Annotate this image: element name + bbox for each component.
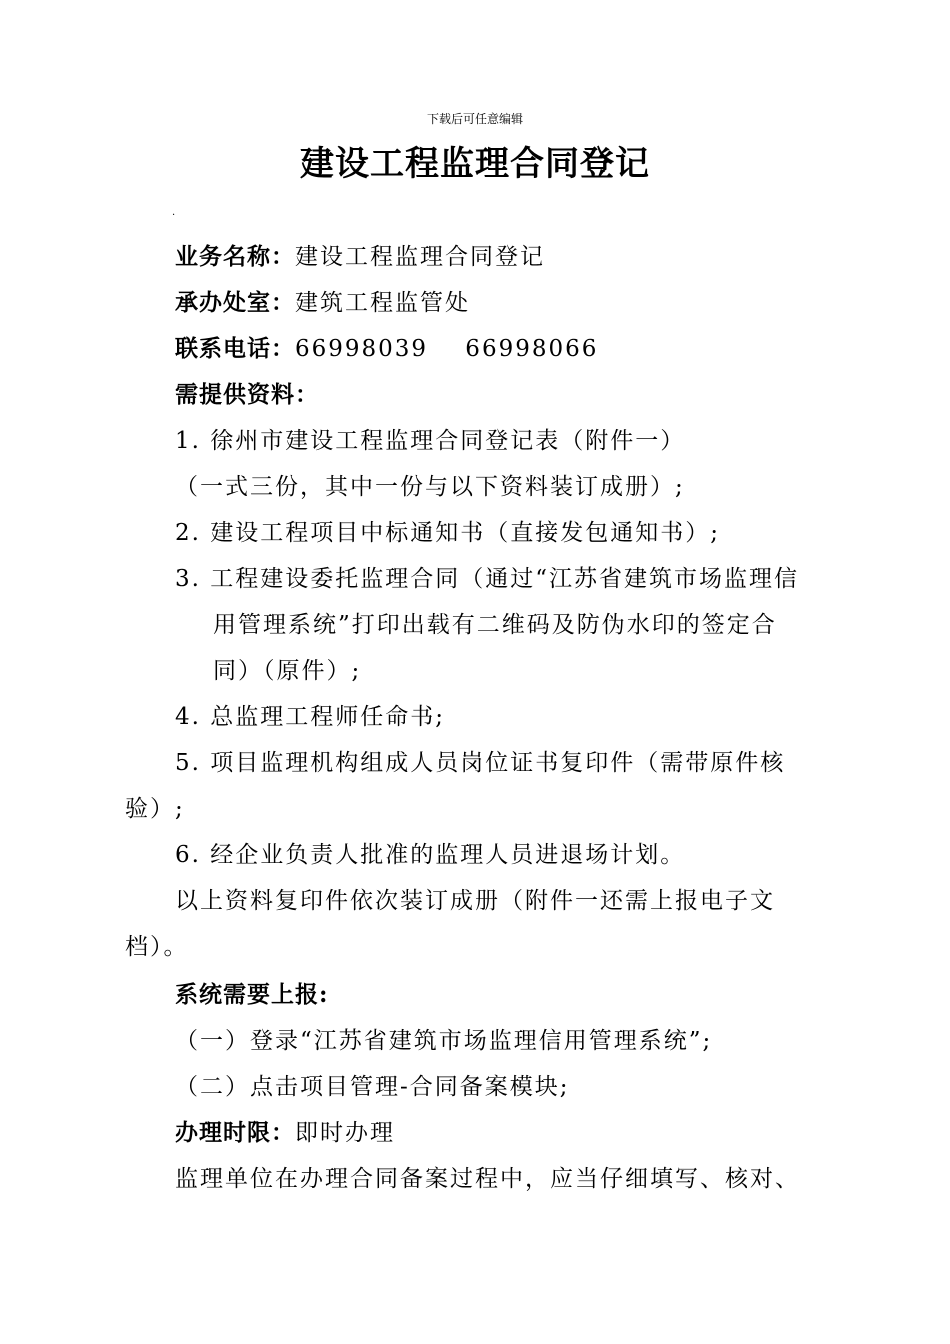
material-item-3-line-2: 用管理系统”打印出载有二维码及防伪水印的签定合	[213, 612, 777, 638]
time-limit-line	[175, 1118, 395, 1148]
phone-label: 联系电话：	[175, 335, 295, 362]
material-item-3-line-1: 3. 工程建设委托监理合同（通过“江苏省建筑市场监理信	[175, 566, 800, 592]
materials-note-line-1: 以上资料复印件依次装订成册（附件一还需上报电子文	[175, 888, 775, 914]
document-title: 建设工程监理合同登记	[300, 144, 650, 184]
header-note: 下载后可任意编辑	[426, 112, 523, 126]
material-item-5-line-2: 验）;	[125, 796, 185, 822]
material-item-2: 2. 建设工程项目中标通知书（直接发包通知书）;	[175, 520, 721, 546]
system-report-step-1: （一）登录“江苏省建筑市场监理信用管理系统”;	[175, 1028, 713, 1054]
time-limit-value: 即时办理	[295, 1120, 395, 1146]
business-name-line	[175, 242, 545, 272]
materials-note-line-2: 档）。	[125, 934, 189, 960]
system-report-label: 系统需要上报:	[175, 981, 329, 1008]
material-item-1-line-1: 1. 徐州市建设工程监理合同登记表（附件一）	[175, 428, 686, 454]
system-report-heading	[175, 980, 329, 1010]
time-limit-label: 办理时限：	[175, 1119, 295, 1146]
material-item-4: 4. 总监理工程师任命书;	[175, 704, 446, 730]
material-item-5-line-1: 5. 项目监理机构组成人员岗位证书复印件（需带原件核	[175, 750, 786, 776]
office-line	[175, 288, 470, 318]
business-name-label: 业务名称：	[175, 243, 295, 270]
business-name-value: 建设工程监理合同登记	[295, 244, 545, 270]
phone-value: 66998039 66998066	[295, 336, 599, 362]
material-item-6: 6. 经企业负责人批准的监理人员进退场计划。	[175, 842, 686, 868]
phone-line	[175, 334, 598, 364]
closing-line: 监理单位在办理合同备案过程中，应当仔细填写、核对、	[175, 1166, 800, 1192]
system-report-step-2: （二）点击项目管理-合同备案模块;	[175, 1074, 570, 1100]
office-value: 建筑工程监管处	[295, 290, 470, 316]
stray-dot: .	[172, 207, 176, 218]
material-item-3-line-3: 同）（原件）;	[213, 658, 362, 684]
material-item-1-line-2: （一式三份，其中一份与以下资料装订成册）;	[175, 474, 685, 500]
office-label: 承办处室：	[175, 289, 295, 316]
materials-label: 需提供资料：	[175, 381, 319, 408]
materials-heading	[175, 380, 319, 410]
